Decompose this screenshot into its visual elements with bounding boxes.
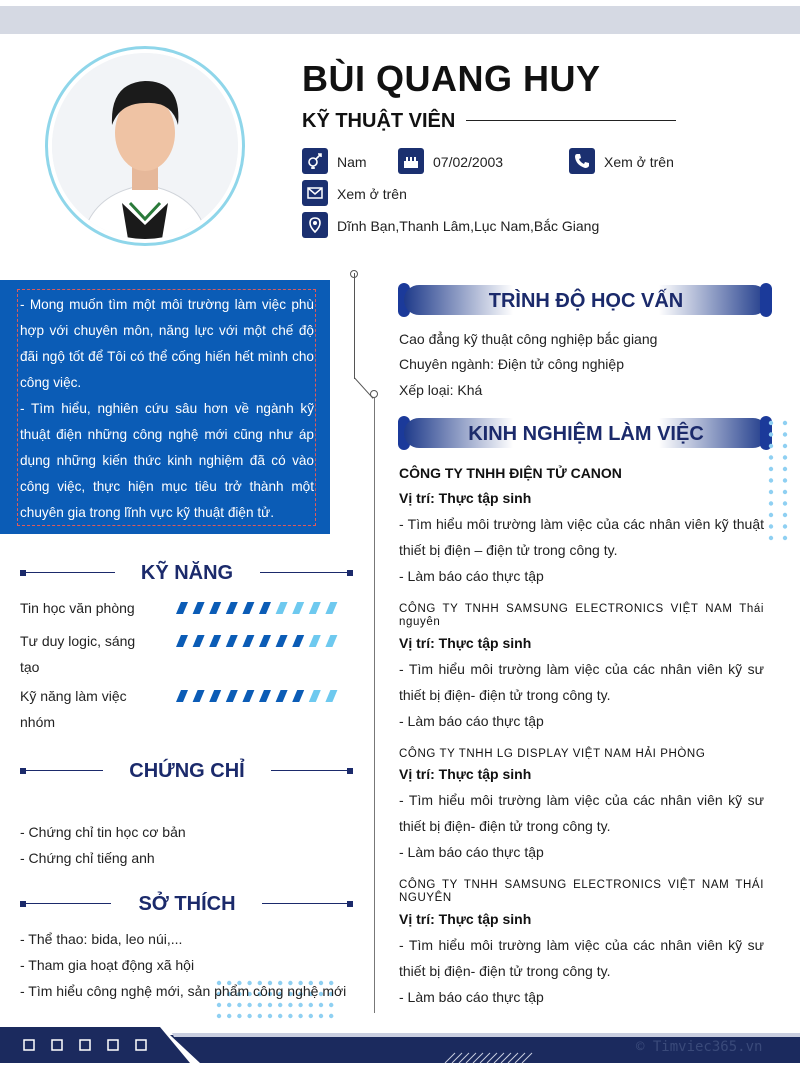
certificate-item: - Chứng chỉ tiếng anh <box>20 850 155 866</box>
decor-dot <box>783 432 787 436</box>
section-dot <box>347 768 353 774</box>
education-heading: TRÌNH ĐỘ HỌC VẤN <box>488 290 684 312</box>
company-name: CÔNG TY TNHH LG DISPLAY VIỆT NAM HẢI PHÒNG <box>399 748 706 760</box>
skill-segment <box>226 602 238 614</box>
objective-paragraph-1: - Mong muốn tìm một môi trường làm việc phù hợp với chuyên môn, năng lực với một chế độ đãi ngộ tốt để Tôi có thể cống hiến hết mình cho công việc. <box>20 297 314 390</box>
skill-segment <box>209 635 221 647</box>
email-value: Xem ở trên <box>337 186 407 202</box>
decorative-dots <box>768 420 790 549</box>
section-dot <box>20 901 26 907</box>
decor-dot <box>329 1014 333 1018</box>
job-description: - Làm báo cáo thực tập <box>399 844 544 860</box>
skill-segment <box>193 690 205 702</box>
job-description: - Tìm hiểu môi trường làm việc của các nhân viên kỹ thuật thiết bị điện – điện tử trong công ty. <box>399 516 764 558</box>
skill-label: Tin học văn phòng <box>20 600 135 616</box>
decor-dot <box>237 1014 241 1018</box>
location-pin-icon <box>302 212 328 238</box>
decor-dot <box>319 1014 323 1018</box>
decor-dot <box>783 524 787 528</box>
skill-segment <box>242 690 254 702</box>
decor-dot <box>783 467 787 471</box>
skill-bar <box>176 601 346 620</box>
avatar <box>52 53 238 239</box>
skill-segment <box>209 602 221 614</box>
section-line <box>23 572 115 573</box>
decor-dot <box>783 478 787 482</box>
decor-dot <box>783 501 787 505</box>
hobby-item: - Thể thao: bida, leo núi,... <box>20 931 183 947</box>
company-name: CÔNG TY TNHH SAMSUNG ELECTRONICS VIỆT NAM THÁI NGUYÊN <box>399 879 764 904</box>
skill-segment <box>193 635 205 647</box>
decor-dot <box>769 490 773 494</box>
skill-label: Tư duy logic, sáng tạo <box>20 633 136 675</box>
skill-segment <box>276 602 288 614</box>
skill-segment <box>259 635 271 647</box>
gender-icon <box>302 148 328 174</box>
skill-segment <box>209 690 221 702</box>
job-description: - Tìm hiểu môi trường làm việc của các nhân viên kỹ sư thiết bị điện- điện tử trong công ty. <box>399 792 764 834</box>
section-dot <box>20 768 26 774</box>
decor-dot <box>278 1014 282 1018</box>
decor-dot <box>217 1014 221 1018</box>
hobbies-heading: SỞ THÍCH <box>138 893 236 915</box>
candidate-name: BÙI QUANG HUY <box>302 58 601 99</box>
skill-label: Kỹ năng làm việc nhóm <box>20 688 127 730</box>
decor-dot <box>769 524 773 528</box>
phone-icon <box>569 148 595 174</box>
skill-segment <box>292 690 304 702</box>
decor-dot <box>769 478 773 482</box>
decor-dot <box>769 444 773 448</box>
job-description: - Làm báo cáo thực tập <box>399 713 544 729</box>
skill-segment <box>309 602 321 614</box>
section-line <box>23 903 111 904</box>
skill-segment <box>325 635 337 647</box>
certificate-item: - Chứng chỉ tin học cơ bản <box>20 824 186 840</box>
job-position: Vị trí: Thực tập sinh <box>399 766 532 782</box>
skill-segment <box>226 690 238 702</box>
decor-dot <box>769 455 773 459</box>
skill-bar <box>176 634 346 653</box>
section-line <box>260 572 350 573</box>
decor-dot <box>258 1014 262 1018</box>
education-line: Cao đẳng kỹ thuật công nghiệp bắc giang <box>399 331 658 347</box>
education-line: Chuyên ngành: Điện tử công nghiệp <box>399 356 624 372</box>
job-description: - Làm báo cáo thực tập <box>399 989 544 1005</box>
decor-dot <box>288 1014 292 1018</box>
skill-segment <box>242 602 254 614</box>
decor-dot <box>247 1014 251 1018</box>
section-line <box>23 770 103 771</box>
job-position: Vị trí: Thực tập sinh <box>399 490 532 506</box>
timeline-line <box>354 273 355 379</box>
certificates-heading: CHỨNG CHỈ <box>129 760 245 782</box>
title-divider <box>466 120 676 121</box>
skill-segment <box>309 635 321 647</box>
skill-segment <box>193 602 205 614</box>
timeline-node <box>370 390 378 398</box>
skill-segment <box>309 690 321 702</box>
job-description: - Tìm hiểu môi trường làm việc của các nhân viên kỹ sư thiết bị điện- điện tử trong công ty. <box>399 661 764 703</box>
skills-heading: KỸ NĂNG <box>140 562 234 584</box>
decor-dot <box>769 432 773 436</box>
decor-dot <box>769 501 773 505</box>
email-icon <box>302 180 328 206</box>
decor-dot <box>769 513 773 517</box>
phone-value: Xem ở trên <box>604 154 674 170</box>
skill-segment <box>276 690 288 702</box>
company-name: CÔNG TY TNHH SAMSUNG ELECTRONICS VIỆT NAM Thái nguyên <box>399 603 764 628</box>
experience-heading: KINH NGHIỆM LÀM VIỆC <box>468 423 704 445</box>
decor-dot <box>268 1014 272 1018</box>
skill-segment <box>242 635 254 647</box>
skill-segment <box>259 690 271 702</box>
job-title: KỸ THUẬT VIÊN <box>302 110 456 132</box>
decor-dot <box>227 1014 231 1018</box>
skill-bar <box>176 689 346 708</box>
skill-segment <box>325 690 337 702</box>
objective-text <box>20 292 314 526</box>
skill-segment <box>292 635 304 647</box>
section-line <box>262 903 350 904</box>
decor-dot <box>298 1014 302 1018</box>
section-dot <box>347 901 353 907</box>
job-description: - Làm báo cáo thực tập <box>399 568 544 584</box>
section-line <box>271 770 350 771</box>
decor-dot <box>769 421 773 425</box>
section-dot <box>20 570 26 576</box>
objective-paragraph-2: - Tìm hiểu, nghiên cứu sâu hơn về ngành kỹ thuật điện những công nghệ mới cũng như áp dụng những kiến thức kinh nghiệm đã có vào công việc, thực hiện mục tiêu trở thành một chuyên gia trong lĩnh vực kỹ thuật điện tử. <box>20 401 314 520</box>
skill-segment <box>176 602 188 614</box>
gender-value: Nam <box>337 154 367 170</box>
education-line: Xếp loại: Khá <box>399 382 483 398</box>
decor-dot <box>783 444 787 448</box>
decor-dot <box>783 421 787 425</box>
skill-segment <box>259 602 271 614</box>
hobby-item: - Tìm hiểu công nghệ mới, sản phẩm công nghệ mới <box>20 983 347 999</box>
decor-dot <box>783 536 787 540</box>
timeline-line <box>374 398 375 1013</box>
watermark: © Timviec365.vn <box>636 1039 763 1055</box>
decor-dot <box>783 455 787 459</box>
job-position: Vị trí: Thực tập sinh <box>399 911 532 927</box>
skill-segment <box>325 602 337 614</box>
company-name: CÔNG TY TNHH ĐIỆN TỬ CANON <box>399 465 622 481</box>
job-position: Vị trí: Thực tập sinh <box>399 635 532 651</box>
skill-segment <box>276 635 288 647</box>
decor-dot <box>783 490 787 494</box>
top-band <box>0 6 800 34</box>
section-dot <box>347 570 353 576</box>
decor-dot <box>783 513 787 517</box>
job-description: - Tìm hiểu môi trường làm việc của các nhân viên kỹ sư thiết bị điện- điện tử trong công ty. <box>399 937 764 979</box>
skill-segment <box>176 635 188 647</box>
decor-dot <box>769 536 773 540</box>
birthday-cake-icon <box>398 148 424 174</box>
decor-dot <box>309 1014 313 1018</box>
hobby-item: - Tham gia hoạt động xã hội <box>20 957 195 973</box>
address-value: Dĩnh Bạn,Thanh Lâm,Lục Nam,Bắc Giang <box>337 218 600 234</box>
decor-dot <box>769 467 773 471</box>
birthday-value: 07/02/2003 <box>433 154 504 170</box>
skill-segment <box>292 602 304 614</box>
skill-segment <box>226 635 238 647</box>
skill-segment <box>176 690 188 702</box>
